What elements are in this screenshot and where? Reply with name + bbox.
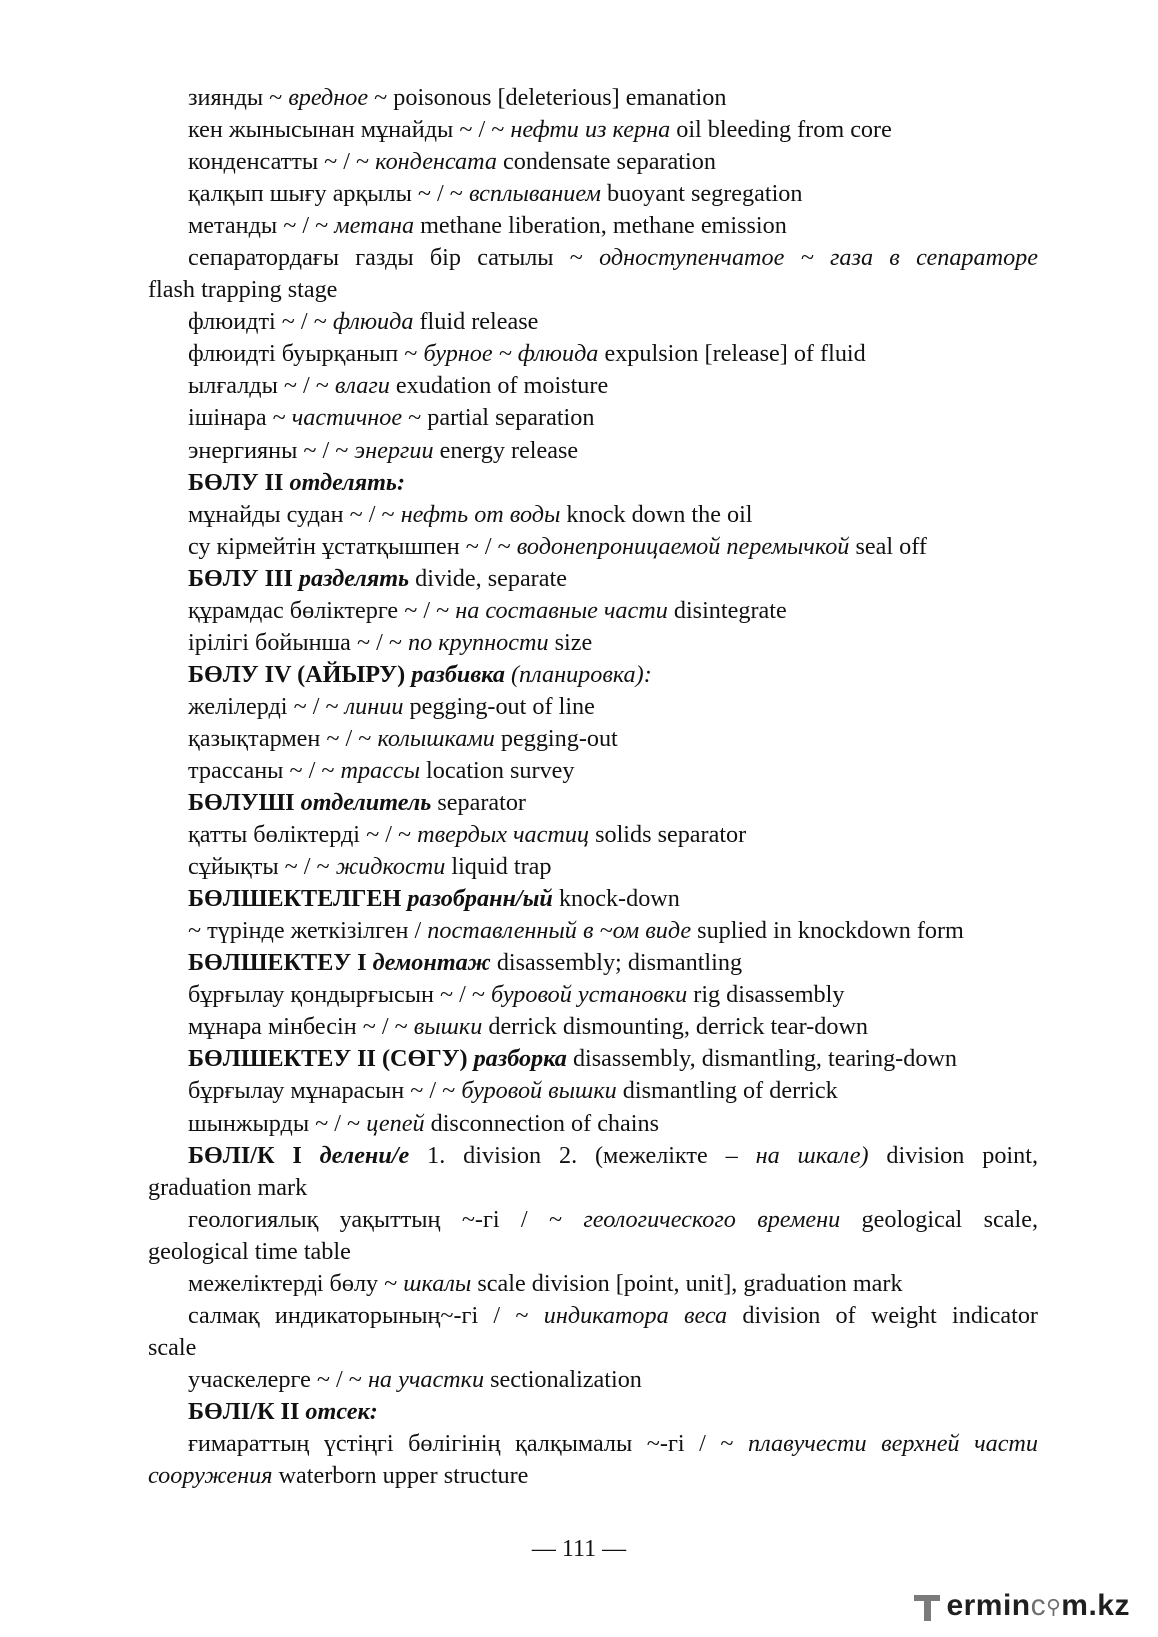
entry-line bbox=[148, 915, 1038, 947]
term-text: ~ түрінде жеткізілген / bbox=[188, 917, 428, 945]
term-text: oil bleeding from core bbox=[670, 116, 892, 144]
term-text: waterborn upper structure bbox=[272, 1462, 529, 1490]
term-text: мұнара мінбесін ~ / ~ bbox=[188, 1013, 414, 1041]
russian-term: цепей bbox=[366, 1109, 425, 1137]
russian-term: шкалы bbox=[403, 1269, 472, 1297]
headword-russian: отсек: bbox=[305, 1397, 378, 1425]
term-text: scale bbox=[148, 1333, 197, 1361]
entry-line bbox=[148, 1011, 1038, 1043]
term-text: division point, bbox=[868, 1141, 1038, 1169]
entry-line-continuation bbox=[148, 1172, 1038, 1204]
term-text: pegging-out of line bbox=[403, 692, 595, 720]
entry-line-continuation bbox=[148, 1236, 1038, 1268]
entry-line bbox=[148, 851, 1038, 883]
term-text: ірілігі бойынша ~ / ~ bbox=[188, 628, 408, 656]
term-text: knock down the oil bbox=[560, 500, 753, 528]
entry-line bbox=[148, 1300, 1038, 1332]
entry-line bbox=[148, 210, 1038, 242]
entry-line bbox=[148, 723, 1038, 755]
russian-term: водонепроницаемой перемычкой bbox=[516, 532, 850, 560]
term-text: зиянды ~ bbox=[188, 84, 289, 111]
term-text: sectionalization bbox=[484, 1365, 642, 1393]
russian-term: буровой установки bbox=[491, 981, 688, 1009]
entry-line bbox=[148, 1075, 1038, 1107]
term-text: condensate separation bbox=[496, 148, 716, 176]
headword: БӨЛІ/К I bbox=[188, 1141, 320, 1169]
term-text: location survey bbox=[420, 756, 575, 784]
russian-term: вышки bbox=[413, 1013, 483, 1041]
russian-term: вредное bbox=[288, 84, 369, 111]
term-text: graduation mark bbox=[148, 1173, 308, 1201]
term-text: divide, separate bbox=[409, 564, 567, 592]
term-text: derrick dismounting, derrick tear-down bbox=[482, 1013, 869, 1041]
entry-line-continuation bbox=[148, 1332, 1038, 1364]
dictionary-entries bbox=[148, 82, 1038, 1492]
page-number: — 111 — bbox=[531, 1536, 627, 1562]
term-text: size bbox=[548, 628, 593, 656]
entry-line bbox=[148, 499, 1038, 531]
term-text: geological scale, bbox=[840, 1205, 1038, 1233]
headword: БӨЛШЕКТЕУ II (СӨГУ) bbox=[188, 1045, 474, 1073]
term-text: бұрғылау мұнарасын ~ / ~ bbox=[188, 1077, 462, 1105]
term-text: exudation of moisture bbox=[389, 372, 609, 400]
term-text: ылғалды ~ / ~ bbox=[188, 372, 335, 400]
term-text: solids separator bbox=[589, 821, 747, 849]
russian-term: на составные части bbox=[455, 596, 668, 624]
russian-term: бурное ~ флюида bbox=[423, 340, 599, 368]
term-text: ~ partial separation bbox=[402, 404, 595, 432]
term-text: disintegrate bbox=[667, 596, 787, 624]
entry-line bbox=[148, 114, 1038, 146]
russian-term: флюида bbox=[332, 308, 414, 336]
term-text: expulsion [release] of fluid bbox=[598, 340, 866, 368]
russian-term: линии bbox=[344, 692, 404, 720]
term-text: қатты бөліктерді ~ / ~ bbox=[188, 821, 418, 849]
term-text: қалқып шығу арқылы ~ / ~ bbox=[188, 180, 469, 208]
headword: БӨЛУ III bbox=[188, 564, 299, 592]
russian-term: сооружения bbox=[148, 1462, 273, 1490]
entry-line bbox=[148, 1204, 1038, 1236]
russian-term: твердых частиц bbox=[417, 821, 590, 849]
russian-term: влаги bbox=[334, 372, 390, 400]
russian-term: буровой вышки bbox=[461, 1077, 617, 1105]
entry-line bbox=[148, 1364, 1038, 1396]
term-text: 1. division 2. (межелікте – bbox=[409, 1141, 756, 1169]
entry-line bbox=[148, 659, 1038, 691]
term-text: ғимараттың үстіңгі бөлігінің қалқымалы ~-гі / ~ bbox=[188, 1429, 749, 1457]
russian-term: энергии bbox=[354, 436, 434, 464]
entry-line bbox=[148, 1108, 1038, 1140]
term-text: knock-down bbox=[552, 885, 680, 913]
watermark-text: erminc⚲m.kz bbox=[946, 1589, 1130, 1622]
entry-line bbox=[148, 146, 1038, 178]
headword: БӨЛУШІ bbox=[188, 789, 301, 817]
entry-line bbox=[148, 402, 1038, 434]
entry-line bbox=[148, 595, 1038, 627]
entry-line bbox=[148, 531, 1038, 563]
russian-term: на шкале) bbox=[755, 1141, 869, 1169]
russian-term: жидкости bbox=[335, 853, 446, 881]
term-text: межеліктерді бөлу ~ bbox=[188, 1269, 404, 1297]
term-text: energy release bbox=[433, 436, 579, 464]
entry-line bbox=[148, 467, 1038, 499]
russian-term: плавучести верхней части bbox=[748, 1429, 1038, 1457]
entry-line bbox=[148, 338, 1038, 370]
russian-term: индикатора веса bbox=[543, 1301, 728, 1329]
term-text: трассаны ~ / ~ bbox=[188, 756, 341, 784]
entry-line-continuation bbox=[148, 274, 1038, 306]
term-text: желілерді ~ / ~ bbox=[188, 692, 345, 720]
headword: БӨЛШЕКТЕУ I bbox=[188, 949, 373, 977]
term-text: ~ poisonous [deleterious] emanation bbox=[368, 84, 727, 111]
term-text: мұнайды судан ~ / ~ bbox=[188, 500, 401, 528]
russian-term: конденсата bbox=[375, 148, 497, 176]
term-text: fluid release bbox=[413, 308, 539, 336]
entry-line bbox=[148, 1140, 1038, 1172]
term-text: салмақ индикаторының~-гі / ~ bbox=[188, 1301, 544, 1329]
russian-term: трассы bbox=[340, 756, 420, 784]
term-text: disassembly, dismantling, tearing-down bbox=[566, 1045, 957, 1073]
term-text: geological time table bbox=[148, 1237, 351, 1265]
term-text: учаскелерге ~ / ~ bbox=[188, 1365, 368, 1393]
entry-line bbox=[148, 306, 1038, 338]
russian-term: нефти из керна bbox=[510, 116, 671, 144]
site-watermark bbox=[912, 1584, 1130, 1628]
term-text: сұйықты ~ / ~ bbox=[188, 853, 336, 881]
term-text: конденсатты ~ / ~ bbox=[188, 148, 376, 176]
russian-term: всплыванием bbox=[468, 180, 601, 208]
term-text: сепаратордағы газды бір сатылы ~ bbox=[188, 244, 600, 272]
entry-line bbox=[148, 1428, 1038, 1460]
term-text: flash trapping stage bbox=[148, 276, 338, 304]
entry-line bbox=[148, 82, 1038, 114]
russian-term: колышками bbox=[377, 724, 495, 752]
term-text: rig disassembly bbox=[687, 981, 845, 1009]
term-text: separator bbox=[431, 789, 526, 817]
term-text: метанды ~ / ~ bbox=[188, 212, 335, 240]
headword-russian: отделять: bbox=[289, 468, 406, 496]
term-text: флюидті ~ / ~ bbox=[188, 308, 333, 336]
term-text: scale division [point, unit], graduation mark bbox=[471, 1269, 903, 1297]
term-text: флюидті буырқанып ~ bbox=[188, 340, 424, 368]
term-text: құрамдас бөліктерге ~ / ~ bbox=[188, 596, 456, 624]
term-text: buoyant segregation bbox=[600, 180, 803, 208]
russian-term: частичное bbox=[291, 404, 403, 432]
entry-line-continuation bbox=[148, 1460, 1038, 1492]
entry-line bbox=[148, 242, 1038, 274]
russian-term: (планировка): bbox=[504, 660, 652, 688]
term-text: бұрғылау қондырғысын ~ / ~ bbox=[188, 981, 492, 1009]
headword-russian: демонтаж bbox=[372, 949, 491, 977]
headword: БӨЛІ/К II bbox=[188, 1397, 306, 1425]
entry-line bbox=[148, 691, 1038, 723]
term-text: methane liberation, methane emission bbox=[414, 212, 787, 240]
russian-term: поставленный в ~ом виде bbox=[427, 917, 692, 945]
entry-line bbox=[148, 1396, 1038, 1428]
term-text: division of weight indicator bbox=[727, 1301, 1038, 1329]
russian-term: геологического времени bbox=[583, 1205, 841, 1233]
headword: БӨЛУ II bbox=[188, 468, 290, 496]
headword: БӨЛУ IV (АЙЫРУ) bbox=[188, 660, 412, 688]
entry-line bbox=[148, 627, 1038, 659]
headword: БӨЛШЕКТЕЛГЕН bbox=[188, 885, 408, 913]
term-text: suplied in knockdown form bbox=[691, 917, 964, 945]
entry-line bbox=[148, 1043, 1038, 1075]
term-text: шынжырды ~ / ~ bbox=[188, 1109, 367, 1137]
entry-line bbox=[148, 947, 1038, 979]
term-text: қазықтармен ~ / ~ bbox=[188, 724, 378, 752]
term-text: liquid trap bbox=[445, 853, 552, 881]
term-text: геологиялық уақыттың ~-гі / ~ bbox=[188, 1205, 584, 1233]
russian-term: метана bbox=[334, 212, 415, 240]
term-text: pegging-out bbox=[494, 724, 618, 752]
entry-line bbox=[148, 883, 1038, 915]
term-text: seal off bbox=[849, 532, 927, 560]
entry-line bbox=[148, 819, 1038, 851]
term-text: disconnection of chains bbox=[424, 1109, 659, 1137]
russian-term: нефть от воды bbox=[400, 500, 561, 528]
headword-russian: делени/е bbox=[319, 1141, 410, 1169]
headword-russian: отделитель bbox=[300, 789, 432, 817]
headword-russian: разборка bbox=[473, 1045, 567, 1073]
termincom-logo-icon bbox=[912, 1591, 942, 1621]
entry-line bbox=[148, 435, 1038, 467]
russian-term: на участки bbox=[367, 1365, 485, 1393]
term-text: disassembly; dismantling bbox=[490, 949, 743, 977]
headword-russian: разобранн/ый bbox=[407, 885, 553, 913]
entry-line bbox=[148, 1268, 1038, 1300]
headword-russian: разбивка bbox=[411, 660, 505, 688]
russian-term: по крупности bbox=[408, 628, 549, 656]
entry-line bbox=[148, 178, 1038, 210]
term-text: ішінара ~ bbox=[188, 404, 292, 432]
entry-line bbox=[148, 979, 1038, 1011]
term-text: кен жынысынан мұнайды ~ / ~ bbox=[188, 116, 511, 144]
term-text: су кірмейтін ұстатқышпен ~ / ~ bbox=[188, 532, 517, 560]
term-text: dismantling of derrick bbox=[616, 1077, 838, 1105]
term-text: энергияны ~ / ~ bbox=[188, 436, 355, 464]
entry-line bbox=[148, 370, 1038, 402]
entry-line bbox=[148, 755, 1038, 787]
entry-line bbox=[148, 563, 1038, 595]
entry-line bbox=[148, 787, 1038, 819]
headword-russian: разделять bbox=[298, 564, 410, 592]
russian-term: одноступенчатое ~ газа в сепараторе bbox=[599, 244, 1038, 272]
